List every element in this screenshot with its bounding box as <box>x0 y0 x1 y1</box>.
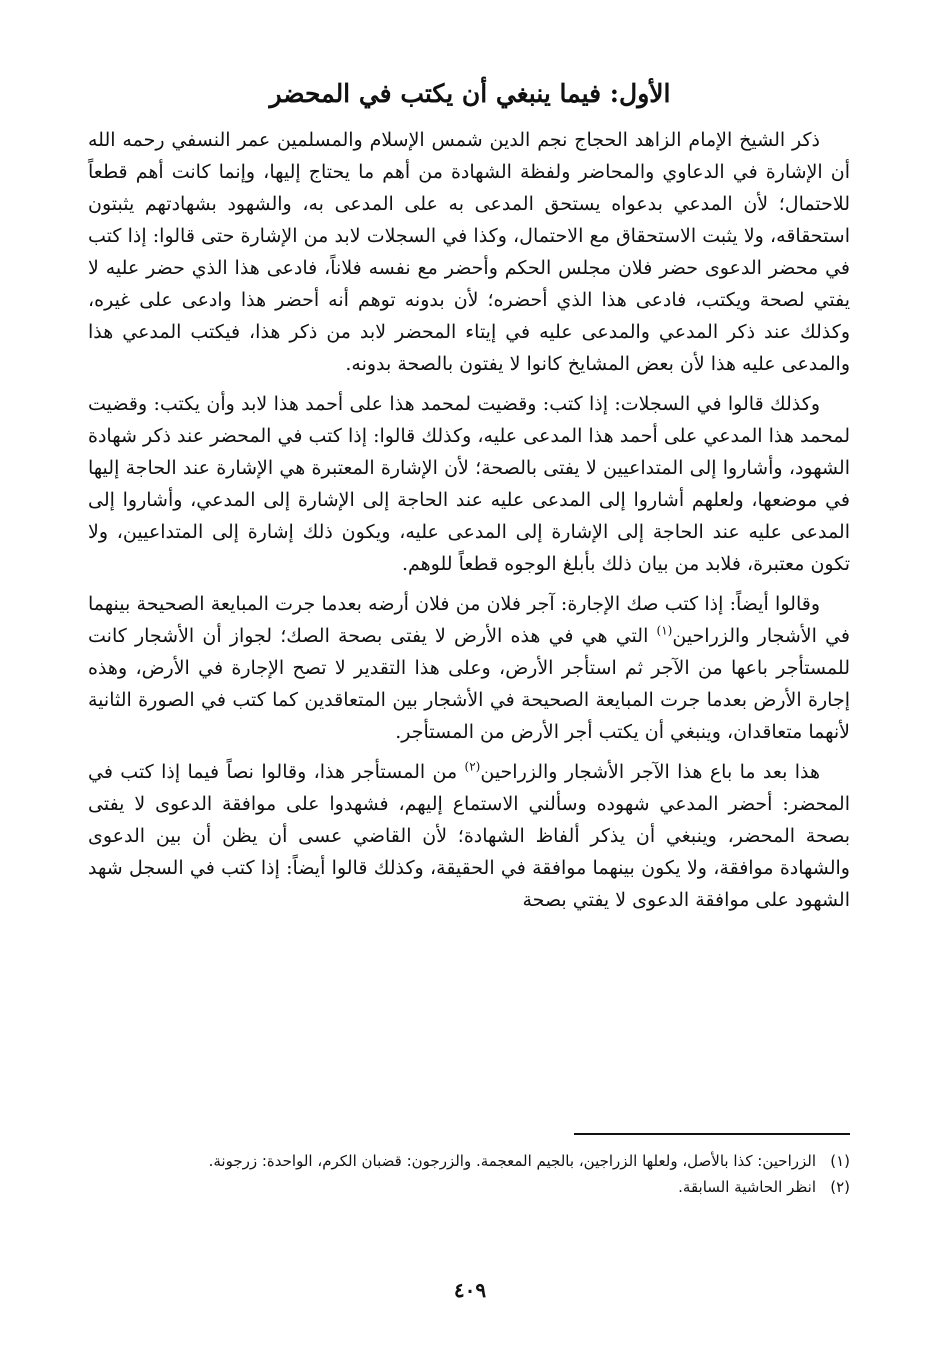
paragraph-4-text-end: من المستأجر هذا، وقالوا نصاً فيما إذا كتب في المحضر: أحضر المدعي شهوده وسألني الاستماع إليهم، فشهدوا على موافقة الدعوى لا يفتى بصحة المحضر، وينبغي أن يذكر ألفاظ الشهادة؛ لأن القاضي عسى أن يظن أن بين الدعوى والشهادة موافقة، ولا يكون بينهما موافقة في الحقيقة، وكذلك قالوا أيضاً: إذا كتب في السجل شهد الشهود على موافقة الدعوى لا يفتي بصحة <box>88 761 850 911</box>
body-text <box>88 124 850 924</box>
footnote-2-text: انظر الحاشية السابقة. <box>678 1178 816 1196</box>
footnote-divider <box>574 1133 850 1135</box>
paragraph-3-text-start: وقالوا أيضاً: إذا كتب صك الإجارة: آجر فلان من فلان أرضه بعدما جرت المبايعة الصحيحة بينهما في الأشجار والزراحين <box>88 593 850 647</box>
footnote-ref-1: (١) <box>656 623 673 638</box>
paragraph-4-text-start: هذا بعد ما باع هذا الآجر الأشجار والزراحين <box>480 761 820 783</box>
paragraph-2-text: وكذلك قالوا في السجلات: إذا كتب: وقضيت لمحمد هذا على أحمد هذا لابد وأن يكتب: وقضيت لمحمد هذا المدعي على أحمد هذا المدعى عليه، وكذلك قالوا: إذا كتب في المحضر عند ذكر شهادة الشهود، وأشاروا إلى المتداعيين لا يفتى بالصحة؛ لأن الإشارة المعتبرة هي الإشارة عند الحاجة إليها في موضعها، ولعلهم أشاروا إلى المدعى عليه عند الحاجة إلى الإشارة إلى المدعي، وأشاروا إلى المدعى عليه عند الحاجة إلى الإشارة إلى المدعى عليه، ويكون ذلك إشارة إلى المتداعيين، ولا تكون معتبرة، فلابد من بيان ذلك بأبلغ الوجوه قطعاً للوهم. <box>88 393 850 575</box>
footnotes <box>88 1148 850 1200</box>
footnote-1-text: الزراحين: كذا بالأصل، ولعلها الزراجين، بالجيم المعجمة. والزرجون: قضبان الكرم، الواحدة: زرجونة. <box>208 1152 816 1170</box>
footnote-1 <box>88 1148 850 1174</box>
paragraph-2 <box>88 388 850 580</box>
footnote-2-number: (٢) <box>830 1178 850 1196</box>
footnote-1-number: (١) <box>830 1152 850 1170</box>
paragraph-3 <box>88 588 850 748</box>
paragraph-4 <box>88 756 850 916</box>
page-number: ٤٠٩ <box>453 1278 487 1302</box>
footnote-ref-2: (٢) <box>464 759 481 774</box>
footnote-2 <box>88 1174 850 1200</box>
paragraph-3-text-end: التي هي في هذه الأرض لا يفتى بصحة الصك؛ لجواز أن الأشجار كانت للمستأجر باعها من الآجر ثم استأجر الأرض، وعلى هذا التقدير لا تصح الإجارة في الأرض، وهذه إجارة الأرض بعدما جرت المبايعة الصحيحة في الأشجار بين المتعاقدين كما كتب في الصورة الثانية لأنهما متعاقدان، وينبغي أن يكتب أجر الأرض من المستأجر. <box>88 625 850 743</box>
paragraph-1-text: ذكر الشيخ الإمام الزاهد الحجاج نجم الدين شمس الإسلام والمسلمين عمر النسفي رحمه الله أن الإشارة في الدعاوي والمحاضر ولفظة الشهادة من أهم ما يحتاج إليها، وإنما كانت أهم قطعاً للاحتمال؛ لأن المدعي بدعواه يستحق المدعى به على المدعى به، والشهود بشهادتهم يثبتون استحقاقه، ولا يثبت الاستحقاق مع الاحتمال، وكذا في السجلات لابد من الإشارة حتى قالوا: إذا كتب في محضر الدعوى حضر فلان مجلس الحكم وأحضر مع نفسه فلاناً، فادعى هذا الذي حضر عليه لا يفتي لصحة ويكتب، فادعى هذا الذي أحضره؛ لأن بدونه توهم أنه أحضر هذا وادعى على غيره، وكذلك عند ذكر المدعي والمدعى عليه في إيتاء المحضر لابد من ذكر هذا، فيكتب المدعي هذا والمدعى عليه هذا لأن بعض المشايخ كانوا لا يفتون بالصحة بدونه. <box>88 129 850 375</box>
paragraph-1 <box>88 124 850 380</box>
page-title: الأول: فيما ينبغي أن يكتب في المحضر <box>269 79 671 108</box>
